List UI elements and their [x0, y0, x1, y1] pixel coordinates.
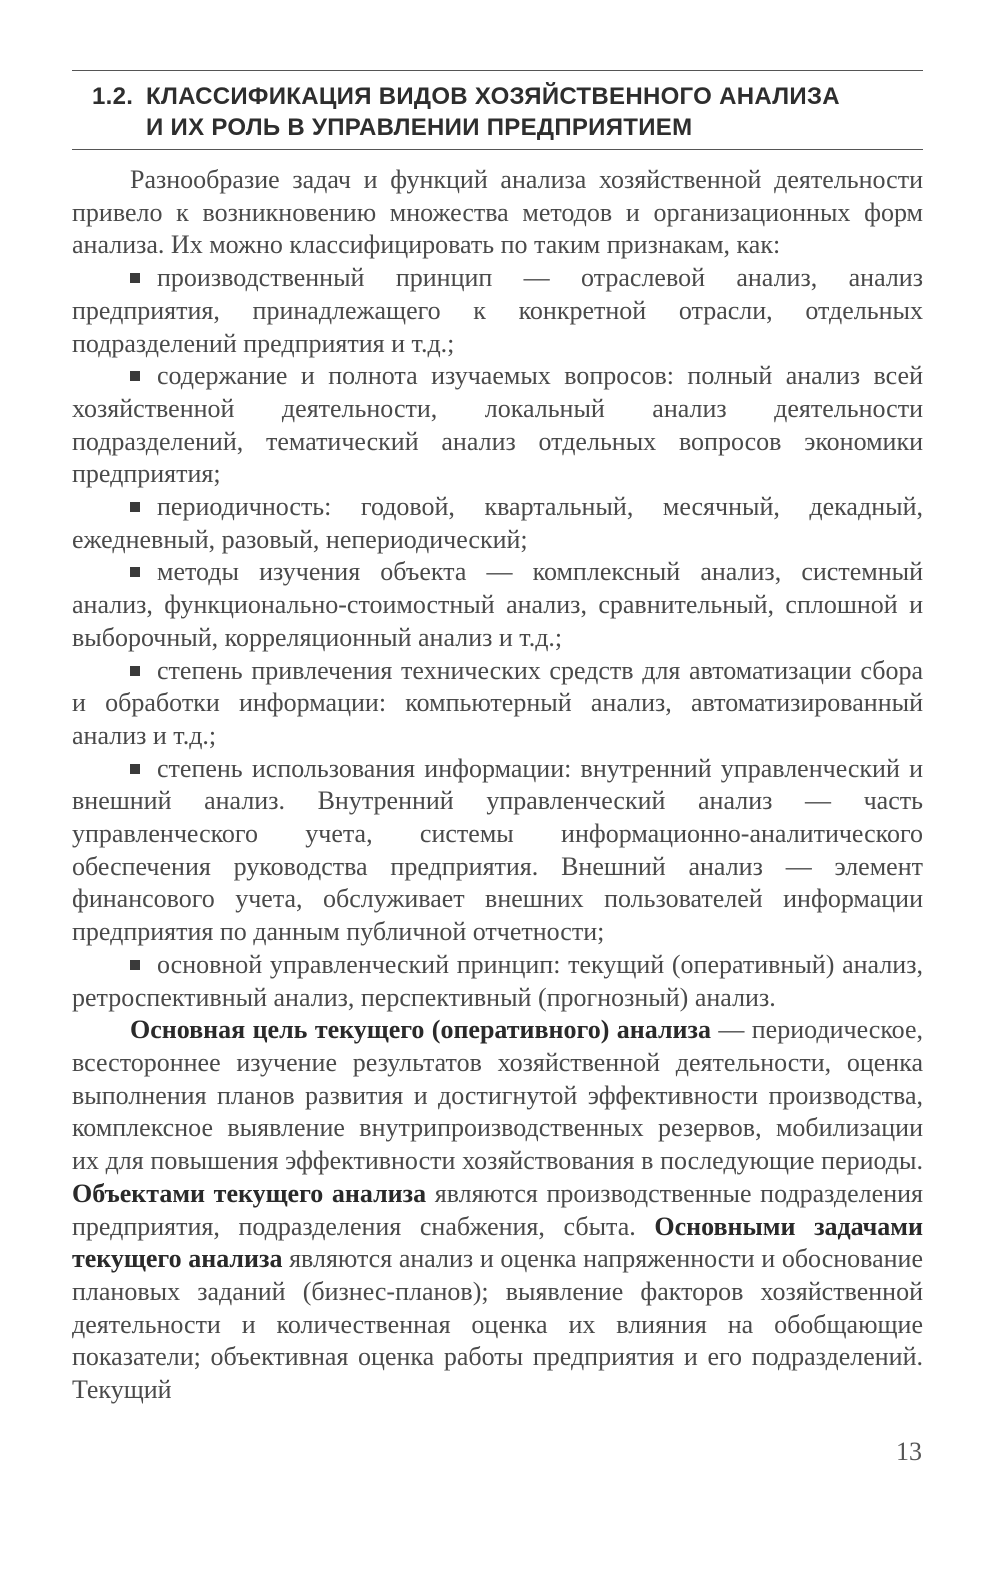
section-number: 1.2. — [92, 83, 134, 110]
bottom-rule — [72, 149, 923, 150]
intro-paragraph: Разнообразие задач и функций анализа хозяйственной деятельности привело к возникновению множества методов и организационных форм анализа. Их можно классифицировать по таким признакам, как: — [72, 165, 923, 260]
section-title-line2: И ИХ РОЛЬ В УПРАВЛЕНИИ ПРЕДПРИЯТИЕМ — [146, 114, 693, 141]
list-item: методы изучения объекта — комплексный анализ, системный анализ, функционально-стоимостный анализ, сравнительный, сплошной и выборочный, корреляционный анализ и т.д.; — [72, 557, 923, 652]
list-item: периодичность: годовой, квартальный, месячный, декадный, ежедневный, разовый, непериодический; — [72, 492, 923, 554]
bullet-icon — [130, 567, 140, 577]
top-rule — [72, 70, 923, 71]
section-title-line1: КЛАССИФИКАЦИЯ ВИДОВ ХОЗЯЙСТВЕННОГО АНАЛИЗА — [146, 83, 840, 110]
list-item: степень использования информации: внутренний управленческий и внешний анализ. Внутренний управленческий анализ — часть управленческого учета, системы информационно-аналитического обеспечения руководства предприятия. Внешний анализ — элемент финансового учета, обслуживает внешних пользователей информации предприятия по данным публичной отчетности; — [72, 753, 923, 947]
final-paragraph: Основная цель текущего (оперативного) анализа — периодическое, всестороннее изучение результатов хозяйственной деятельности, оценка выполнения планов развития и достигнутой эффективности производства, комплексное выявление внутрипроизводственных резервов, мобилизации их для повышения эффективности хозяйствования в последующие периоды. Объектами текущего анализа являются производственные подразделения предприятия, подразделения снабжения, сбыта. Основными задачами текущего анализа являются анализ и оценка напряженности и обоснование плановых заданий (бизнес-планов); выявление факторов хозяйственной деятельности и количественная оценка их влияния на обобщающие показатели; объективная оценка работы предприятия и его подразделений. Текущий — [72, 1015, 923, 1405]
bold-term-tasks: Основными задачами текущего анализа — [72, 1211, 923, 1274]
list-item: степень привлечения технических средств для автоматизации сбора и обработки информации: компьютерный анализ, автоматизированный анализ и т.д.; — [72, 655, 923, 750]
bullet-icon — [130, 371, 140, 381]
body-text — [72, 164, 923, 1407]
section-title — [146, 81, 923, 143]
section-heading — [72, 81, 923, 143]
list-item: содержание и полнота изучаемых вопросов: полный анализ всей хозяйственной деятельности, локальный анализ деятельности подразделений, тематический анализ отдельных вопросов экономики предприятия; — [72, 361, 923, 489]
page-number: 13 — [896, 1437, 922, 1466]
bullet-icon — [130, 960, 140, 970]
bold-term-objects: Объектами текущего анализа — [72, 1178, 427, 1208]
list-item: производственный принцип — отраслевой анализ, анализ предприятия, принадлежащего к конкретной отрасли, отдельных подразделений предприятия и т.д.; — [72, 263, 923, 358]
bullet-icon — [130, 666, 140, 676]
page-content — [72, 70, 923, 1407]
bullet-icon — [130, 764, 140, 774]
bullet-icon — [130, 273, 140, 283]
list-item: основной управленческий принцип: текущий (оперативный) анализ, ретроспективный анализ, перспективный (прогнозный) анализ. — [72, 949, 923, 1012]
bullet-icon — [130, 502, 140, 512]
bold-term-goal: Основная цель текущего (оперативного) анализа — [130, 1015, 711, 1045]
